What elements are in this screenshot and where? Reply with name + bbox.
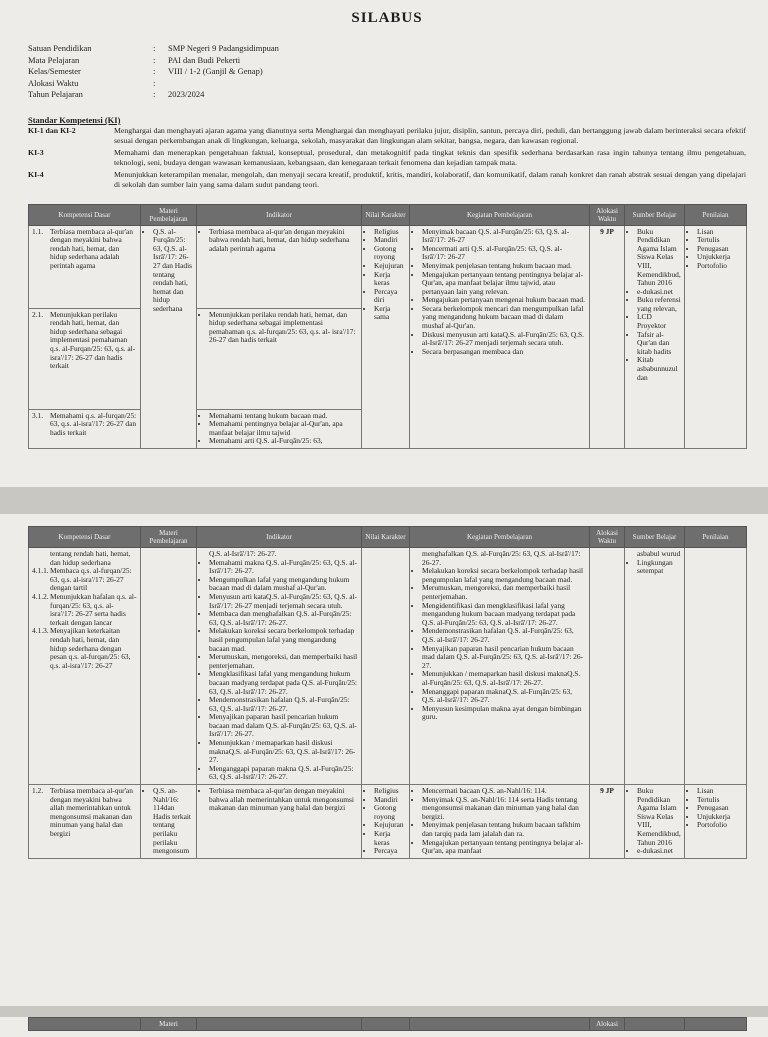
identity-row: Satuan Pendidikan : SMP Negeri 9 Padangsidimpuan	[28, 43, 746, 55]
identity-value: 2023/2024	[168, 89, 205, 100]
kd-text: Menunjukkan perilaku rendah hati, hemat, dan hidup sederhana sebagai implementasi pemahaman q.s. al-Furqan/25: 63, q.s. al- isra'/17: 26-27 dan hadis terkait	[50, 309, 136, 371]
list-item: • Membaca dan menghafalkan Q.S. al-Furqān/25: 63, Q.S. al-Isrā'/17: 26-27.	[209, 610, 358, 627]
header-cell	[362, 1018, 410, 1031]
list-item: • Lingkungan setempat	[637, 559, 681, 576]
alokasi-cell: 9 JP	[590, 785, 625, 859]
list-item: • Secara berkelompok mencari dan mengumpulkan lafal yang mengandung hukum bacaan mad di dalam mushaf al-Qur'an.	[422, 305, 586, 331]
list-item: • Menanggapi paparan maknaQ.S. al-Furqān/25: 63, Q.S. al-Isrā'/17: 26-27.	[422, 688, 586, 705]
nilai-cell	[362, 785, 410, 859]
list-item: • Menunjukkan perilaku rendah hati, hemat, dan hidup sederhana sebagai implementasi pemahaman q.s. al-furqan/25: 63, q.s. al- isra'/17: 26-27 dan hadis terkait	[209, 311, 358, 345]
list-item: • Mengajukan pertanyaan tentang pentingnya belajar al-Qur'an, apa manfaat belajar ilmu tajwid, atau pertanyaan lain yang relevan.	[422, 271, 586, 297]
list-item: • Mengumpulkan lafal yang mengandung hukum bacaan mad di dalam mushaf al-Qur'an.	[209, 576, 358, 593]
list-item: • Menganggapi paparan makna Q.S. al-Furqān/25: 63, Q.S. al-Isrā'/17: 26-27.	[209, 765, 358, 782]
list-item: • Mencermati bacaan Q.S. an-Nahl/16: 114.	[422, 787, 586, 796]
table-header	[29, 204, 747, 225]
ki-row	[28, 126, 746, 145]
alokasi-cell	[590, 548, 625, 785]
kegiatan-cell	[410, 225, 590, 448]
ki-text: Menghargai dan menghayati ajaran agama yang dianutnya serta Menghargai dan menghayati perilaku jujur, disiplin, santun, percaya diri, peduli, dan bertanggung jawab dalam berinteraksi secara efektif sesuai dengan perkembangan anak di lingkungan, keluarga, sekolah, masyarakat dan lingkungan alam sekitar, bangsa, negara, dan kawasan regional.	[114, 125, 746, 145]
indikator-cell	[197, 409, 362, 448]
page-three	[0, 1017, 768, 1037]
kd-number: 1.1.	[32, 226, 44, 236]
table-header	[29, 1018, 747, 1031]
list-item: • Mendemonstrasikan hafalan Q.S. al-Furqān/25: 63, Q.S. al-Isrā'/17: 26-27.	[209, 696, 358, 713]
list-item: • Merumuskan, mengoreksi, dan memperbaiki hasil penterjemahan.	[209, 653, 358, 670]
indikator-cell	[197, 308, 362, 409]
syllabus-table	[28, 526, 747, 859]
list-item: • Mencermati arti Q.S. al-Furqān/25: 63, Q.S. al-Isrā'/17: 26-27	[422, 245, 586, 262]
kegiatan-cell	[410, 785, 590, 859]
list-item: • Menyajikan paparan hasil pencarian hukum bacaan mad dalam Q.S. al-Furqān/25: 63, Q.S. al-Isrā'/17: 26-27.	[209, 713, 358, 739]
header-cell: Alokasi Waktu	[590, 527, 625, 548]
sumber-cell	[625, 785, 685, 859]
document-title: SILABUS	[351, 10, 423, 26]
list-item: • Menunjukkan / memaparkan hasil diskusi maknaQ.S. al-Furqān/25: 63, Q.S. al-Isrā'/17: 26-27.	[422, 670, 586, 687]
materi-cell	[141, 225, 197, 448]
list-item: • Tertulis	[697, 236, 743, 245]
list-item: • Menunjukkan / memaparkan hasil diskusi maknaQ.S. al-Furqān/25: 63, Q.S. al-Isrā'/17: 26-27.	[209, 739, 358, 765]
identity-block	[28, 43, 746, 101]
list-item: • Mengidentifikasi dan mengklasifikasi lafal yang mengandung hukum bacaan madyang terdapat pada Q.S. al-Furqān/25: 63, Q.S. al-Isrā'/17: 26-27.	[422, 602, 586, 628]
list-item: • Gotong royong	[374, 245, 406, 262]
list-item: • Portofolio	[697, 262, 743, 271]
kd-number: 1.2.	[32, 786, 44, 796]
header-cell: Alokasi Waktu	[590, 204, 625, 225]
list-item: • Mengajukan pertanyaan mengenai hukum bacaan mad.	[422, 296, 586, 305]
indikator-cell	[197, 225, 362, 308]
identity-value: PAI dan Budi Pekerti	[168, 54, 241, 65]
list-item: • Menyusun arti kataQ.S. al-Furqān/25: 63, Q.S. al-Isrā'/17: 26-27 menjadi terjemah secara utuh.	[209, 593, 358, 610]
header-cell	[410, 1018, 590, 1031]
header-cell: Kegiatan Pembelajaran	[410, 204, 590, 225]
list-item: • Kerja keras	[374, 271, 406, 288]
kd-cell	[29, 785, 141, 859]
identity-label: Tahun Pelajaran	[28, 89, 83, 100]
list-item: • Memahami pentingnya belajar al-Qur'an, apa manfaat belajar ilmu tajwid	[209, 420, 358, 437]
page-two	[0, 514, 768, 1006]
list-item: • Terbiasa membaca al-qur'an dengan meyakini bahwa allah memerintahkan untuk mengonsumsi makanan dan minuman yang halal dan bergizi	[209, 787, 358, 813]
list-item: • Q.S. an-Nahl/16: 114dan Hadis terkait tentang perilaku perilaku mengonsum	[153, 787, 193, 856]
kd-number: 3.1.	[32, 410, 44, 420]
header-cell: Indikator	[197, 204, 362, 225]
header-cell: Nilai Karakter	[362, 204, 410, 225]
ki-label: KI-4	[28, 170, 44, 180]
list-item: • Menyajikan paparan hasil pencarian hukum bacaan mad dalam Q.S. al-Furqān/25: 63, Q.S. al-Isrā'/17: 26-27.	[422, 645, 586, 671]
list-item: • Melakukan koreksi secara berkelompok terhadap hasil pengumpulan lafal yang mengandung bacaan mad.	[422, 567, 586, 584]
header-cell	[685, 1018, 747, 1031]
penilaian-cell	[685, 785, 747, 859]
indikator-cell	[197, 785, 362, 859]
list-item: • Terbiasa membaca al-qur'an dengan meyakini bahwa rendah hati, hemat, dan hidup sederhana adalah perintah agama	[209, 228, 358, 254]
kd-cell	[29, 225, 141, 308]
list-item: • Mendemonstrasikan hafalan Q.S. al-Furqān/25: 63, Q.S. al-Isrā'/17: 26-27.	[422, 627, 586, 644]
table-header	[29, 527, 747, 548]
header-cell	[29, 1018, 141, 1031]
list-item: • Penugasan	[697, 245, 743, 254]
identity-label: Kelas/Semester	[28, 66, 81, 77]
kd-number: 2.1.	[32, 309, 44, 319]
list-item: • Mengklasifikasi lafal yang mengandung hukum bacaan madyang terdapat pada Q.S. al-Furqān/25: 63, Q.S. al-Isrā'/17: 26-27.	[209, 670, 358, 696]
list-item: • Kejujuran	[374, 821, 406, 830]
identity-value: SMP Negeri 9 Padangsidimpuan	[168, 43, 279, 53]
header-cell: Kegiatan Pembelajaran	[410, 527, 590, 548]
kd-number: 4.1.2.	[32, 591, 49, 601]
header-cell: Sumber Belajar	[625, 527, 685, 548]
ki-text: Memahami dan menerapkan pengetahuan faktual, konseptual, prosedural, dan metakognitif pada tingkat teknis dan spesifik sederhana berdasarkan rasa ingin tahunya tentang ilmu pengetahuan, teknologi, seni, budaya dengan wawasan kemanusiaan, kebangsaan, dan kenegaraan terkait fenomena dan kejadian tampak mata.	[114, 148, 746, 167]
header-cell: Materi Pembelajaran	[141, 527, 197, 548]
nilai-cell	[362, 548, 410, 785]
list-item: • Memahami arti Q.S. al-Furqān/25: 63,	[209, 437, 358, 446]
ki-text: Menunjukkan keterampilan menalar, mengolah, dan menyaji secara kreatif, produktif, kritis, mandiri, kolaboratif, dan komunikatif, dalam ranah konkret dan ranah abstrak sesuai dengan yang dipelajari di sekolah dan sumber lain yang sama dalam sudut pandang teori.	[114, 170, 746, 189]
table-row	[29, 785, 747, 859]
materi-cell	[141, 785, 197, 859]
kd-text: tentang rendah hati, hemat, dan hidup sederhana	[50, 549, 131, 567]
list-item: • Tafsir al-Qur'an dan kitab hadits	[637, 331, 681, 357]
kd-number: 4.1.1.	[32, 566, 49, 576]
list-item: • Menyimak penjelasan tentang hukum bacaan tafkhim dan tarqiq pada lam jalalah dan ra.	[422, 821, 586, 838]
materi-cell	[141, 548, 197, 785]
list-item: • Menyimak Q.S. an-Nahl/16: 114 serta Hadis tentang mengonsumsi makanan dan minuman yang halal dan bergizi.	[422, 796, 586, 822]
list-item: • Kitab asbabunnuzul dan	[637, 356, 681, 382]
kd-text: Menunjukkan hafalan q.s. al-furqan/25: 63, q.s. al-isra'/17: 26-27 serta hadis terkait dengan lancar	[50, 591, 137, 627]
indikator-cell	[197, 548, 362, 785]
identity-row: Kelas/Semester : VIII / 1-2 (Ganjil & Genap)	[28, 66, 746, 78]
list-item: • Religius	[374, 228, 406, 237]
list-item: • Q.S. al-Furqān/25: 63, Q.S. al-Isrā'/17: 26-27 dan Hadis tentang rendah hati, hemat dan hidup sederhana	[153, 228, 193, 314]
list-item: • Mengajukan pertanyaan tentang pentingnya belajar al-Qur'an, apa manfaat	[422, 839, 586, 856]
kd-text: Terbiasa membaca al-qur'an dengan meyakini bahwa rendah hati, hemat, dan hidup sederhana adalah perintah agama	[50, 226, 133, 270]
list-item: • Percaya diri	[374, 288, 406, 305]
ki-heading: Standar Kompetensi (KI)	[28, 114, 121, 125]
kd-text: Terbiasa membaca al-qur'an dengan meyakini bahwa allah memerintahkan untuk mengonsumsi makanan dan minuman yang halal dan bergizi	[50, 786, 133, 838]
list-item: • Buku Pendidikan Agama Islam Siswa Kelas VIII, Kemendikbud, Tahun 2016	[637, 787, 681, 847]
list-item: • Mandiri	[374, 236, 406, 245]
syllabus-table	[28, 204, 747, 449]
header-cell: Kompetensi Dasar	[29, 527, 141, 548]
header-cell: Penilaian	[685, 204, 747, 225]
kd-text: Membaca q.s. al-furqan/25: 63, q.s. al-isra'/17: 26-27 dengan tartil	[50, 566, 132, 593]
list-item: • Penugasan	[697, 804, 743, 813]
kd-cell	[29, 409, 141, 448]
list-item: • Menyusun kesimpulan makna ayat dengan bimbingan guru.	[422, 705, 586, 722]
header-cell: Materi Pembelajaran	[141, 204, 197, 225]
header-cell	[197, 1018, 362, 1031]
alokasi-cell: 9 JP	[590, 225, 625, 448]
ki-label: KI-1 dan KI-2	[28, 125, 76, 135]
list-item: • e-dukasi.net	[637, 847, 681, 856]
ki-row	[28, 148, 746, 167]
ki-label: KI-3	[28, 148, 44, 158]
list-item: • Memahami tentang hukum bacaan mad.	[209, 412, 358, 421]
list-item: • Lisan	[697, 787, 743, 796]
list-item: • Diskusi menyusun arti kataQ.S. al-Furqān/25: 63, Q.S. al-Isrā'/17: 26-27 menjadi terjemah secara utuh.	[422, 331, 586, 348]
identity-label: Alokasi Waktu	[28, 77, 79, 88]
indikator-text: Q.S. al-Isrā'/17: 26-27.	[209, 549, 277, 558]
nilai-cell	[362, 225, 410, 448]
identity-value: VIII / 1-2 (Ganjil & Genap)	[168, 66, 263, 77]
list-item: • Lisan	[697, 228, 743, 237]
list-item: • Secara berpasangan membaca dan	[422, 348, 586, 357]
list-item: • Kejujuran	[374, 262, 406, 271]
list-item: • Menyimak penjelasan tentang hukum bacaan mad.	[422, 262, 586, 271]
penilaian-cell	[685, 548, 747, 785]
header-cell: Materi	[141, 1018, 197, 1031]
kd-text: Menyajikan keterkaitan rendah hati, hemat, dan hidup sederhana dengan pesan q.s. al-furqan/25: 63, q.s. al-isra'/17: 26-27	[50, 626, 131, 670]
list-item: • Percaya	[374, 847, 406, 856]
list-item: • Portofolio	[697, 821, 743, 830]
kd-number: 4.1.3.	[32, 626, 49, 636]
table-row	[29, 548, 747, 785]
list-item: • Buku referensi yang relevan,	[637, 296, 681, 313]
identity-label: Mata Pelajaran	[28, 54, 80, 65]
sumber-cell	[625, 548, 685, 785]
list-item: • Menyimak bacaan Q.S. al-Furqān/25: 63, Q.S. al-Isrā'/17: 26-27	[422, 228, 586, 245]
list-item: • Unjukkerja	[697, 813, 743, 822]
kegiatan-cell	[410, 548, 590, 785]
kd-cell	[29, 548, 141, 785]
list-item: • LCD Proyektor	[637, 313, 681, 330]
header-cell: Kompetensi Dasar	[29, 204, 141, 225]
header-cell: Penilaian	[685, 527, 747, 548]
header-cell: Sumber Belajar	[625, 204, 685, 225]
list-item: • Buku Pendidikan Agama Islam Siswa Kelas VIII, Kemendikbud, Tahun 2016	[637, 228, 681, 288]
identity-label: Satuan Pendidikan	[28, 43, 92, 53]
list-item: • Religius	[374, 787, 406, 796]
identity-row: Tahun Pelajaran : 2023/2024	[28, 89, 746, 101]
sumber-text: asbabul wurud	[637, 549, 681, 558]
list-item: • Tertulis	[697, 796, 743, 805]
header-cell: Indikator	[197, 527, 362, 548]
list-item: • Mandiri	[374, 796, 406, 805]
kegiatan-text: menghafalkan Q.S. al-Furqān/25: 63, Q.S. al-Isrā'/17: 26-27.	[422, 549, 581, 567]
identity-row: Alokasi Waktu :	[28, 78, 746, 90]
penilaian-cell	[685, 225, 747, 448]
list-item: • Kerja sama	[374, 305, 406, 322]
sumber-cell	[625, 225, 685, 448]
list-item: • Memahami makna Q.S. al-Furqān/25: 63, Q.S. al-Isrā'/17: 26-27.	[209, 559, 358, 576]
ki-row	[28, 170, 746, 189]
list-item: • Gotong royong	[374, 804, 406, 821]
syllabus-table	[28, 1017, 747, 1031]
page-one	[0, 0, 768, 487]
list-item: • Kerja keras	[374, 830, 406, 847]
list-item: • e-dukasi.net	[637, 288, 681, 297]
list-item: • Unjukkerja	[697, 253, 743, 262]
list-item: • Melakukan koreksi secara berkelompok terhadap hasil pengumpulan lafal yang mengandung bacaan mad.	[209, 627, 358, 653]
table-row	[29, 225, 747, 308]
header-cell: Alokasi	[590, 1018, 625, 1031]
header-cell	[625, 1018, 685, 1031]
list-item: • Merumuskan, mengoreksi, dan memperbaiki hasil penterjemahan.	[422, 584, 586, 601]
kd-text: Memahami q.s. al-furqan/25: 63, q.s. al-isra'/17: 26-27 dan hadis terkait	[50, 410, 137, 437]
kd-cell	[29, 308, 141, 409]
identity-value	[168, 78, 746, 90]
identity-row: Mata Pelajaran : PAI dan Budi Pekerti	[28, 55, 746, 67]
header-cell: Nilai Karakter	[362, 527, 410, 548]
